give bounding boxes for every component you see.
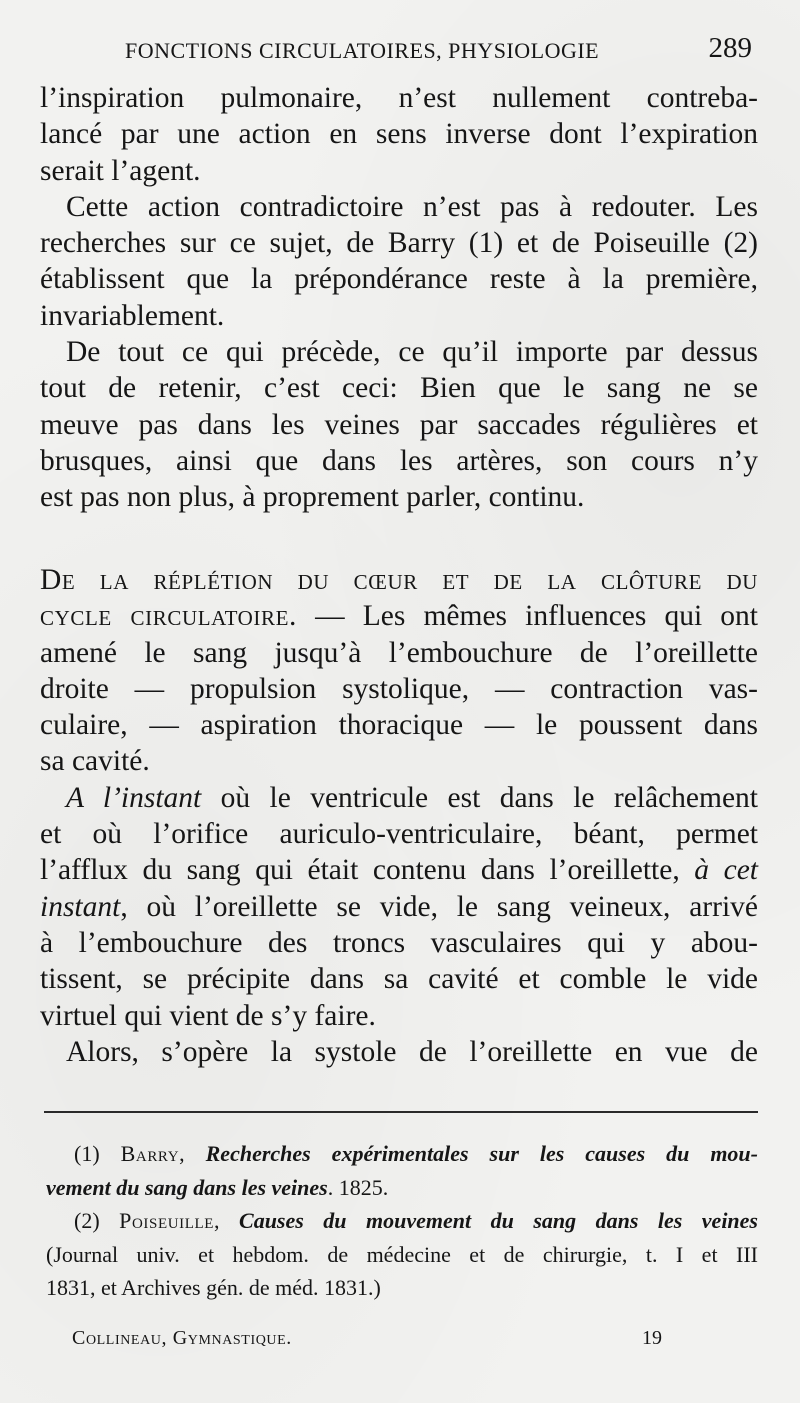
- printer-signature: Collineau, Gymnastique.: [72, 1327, 292, 1349]
- text-span: où le ventricule est dans le relâchement: [201, 781, 759, 814]
- text-line: [40, 889, 758, 925]
- text-line: Cette action contradictoire n’est pas à redouter. Les: [66, 190, 758, 223]
- text-span: l’afflux du sang qui était contenu dans l’oreillette,: [40, 854, 695, 887]
- footnote-title: Recherches expérimentales sur les causes du mou-: [205, 1141, 758, 1166]
- section-heading: [40, 562, 758, 598]
- italic-span: A l’instant: [66, 781, 202, 814]
- text-line: meuve pas dans les veines par saccades régulières et: [40, 408, 758, 441]
- text-line: virtuel qui vient de s’y faire.: [40, 999, 376, 1032]
- text-line: et où l’orifice auriculo-ventriculaire, béant, permet: [40, 818, 758, 851]
- section-replétion: [40, 562, 758, 1070]
- italic-span: instant: [40, 890, 121, 923]
- footnote-number: (2): [74, 1208, 120, 1233]
- footnote-1: (1) Barry, Recherches expérimentales sur les causes du mou-: [74, 1141, 758, 1166]
- footnote-title: vement du sang dans les veines: [46, 1174, 328, 1200]
- text-line: amené le sang jusqu’à l’embouchure de l’oreillette: [40, 636, 758, 669]
- page-footer: [72, 1327, 712, 1357]
- text-line: [40, 598, 758, 634]
- section-heading-text: cycle circulatoire.: [40, 600, 298, 633]
- footnote-year: . 1825.: [327, 1174, 389, 1200]
- text-line: brusques, ainsi que dans les artères, son cours n’y: [40, 444, 758, 477]
- text-line: Alors, s’opère la systole de l’oreillette en vue de: [66, 1035, 758, 1068]
- text-line: De tout ce qui précède, ce qu’il importe par dessus: [66, 336, 758, 369]
- footnote-2-cont: 1831, et Archives gén. de méd. 1831.): [46, 1275, 381, 1300]
- text-line: lancé par une action en sens inverse dont l’expiration: [40, 118, 758, 151]
- text-line: invariablement.: [40, 299, 225, 332]
- text-line: recherches sur ce sujet, de Barry (1) et de Poiseuille (2): [40, 227, 758, 260]
- text-line: est pas non plus, à proprement parler, continu.: [40, 481, 585, 514]
- text-line: [40, 780, 758, 816]
- main-text: [40, 80, 758, 516]
- text-line: sa cavité.: [40, 745, 150, 778]
- text-line: tout de retenir, c’est ceci: Bien que le sang ne se: [40, 372, 758, 405]
- page-number: 289: [708, 32, 752, 64]
- text-line: établissent que la prépondérance reste à la première,: [40, 263, 758, 296]
- footnote-author: Poiseuille: [119, 1208, 215, 1233]
- footnote-2: (2) Poiseuille, Causes du mouvement du sang dans les veines: [74, 1208, 758, 1233]
- footnote-author: Barry: [120, 1141, 180, 1166]
- text-line: tissent, se précipite dans sa cavité et comble le vide: [40, 963, 758, 996]
- italic-span: à cet: [694, 854, 758, 887]
- text-line: [40, 852, 758, 888]
- footnote-2-cont: (Journal univ. et hebdom. de médecine et de chirurgie, t. I et III: [46, 1241, 758, 1267]
- footnote-number: (1): [74, 1141, 121, 1166]
- text-span: — Les mêmes influences qui ont: [297, 600, 758, 633]
- text-line: l’inspiration pulmonaire, n’est nullement contreba-: [40, 82, 758, 114]
- page-header: [40, 32, 760, 72]
- footnotes: [46, 1137, 758, 1305]
- text-line: droite — propulsion systolique, — contraction vas-: [40, 672, 758, 705]
- text-line: à l’embouchure des troncs vasculaires qui y abou-: [40, 926, 758, 959]
- running-title: FONCTIONS CIRCULATOIRES, PHYSIOLOGIE: [125, 38, 600, 63]
- sheet-number: 19: [642, 1327, 662, 1349]
- footnote-1-cont: [46, 1171, 758, 1205]
- text-span: , où l’oreillette se vide, le sang veineux, arrivé: [120, 890, 758, 923]
- footnote-title: Causes du mouvement du sang dans les veines: [239, 1208, 758, 1233]
- footnote-rule: [44, 1111, 758, 1113]
- section-heading-text: De la réplétion du cœur et de la clôture du: [40, 564, 758, 596]
- text-line: serait l’agent.: [40, 154, 201, 187]
- text-line: culaire, — aspiration thoracique — le poussent dans: [40, 709, 758, 742]
